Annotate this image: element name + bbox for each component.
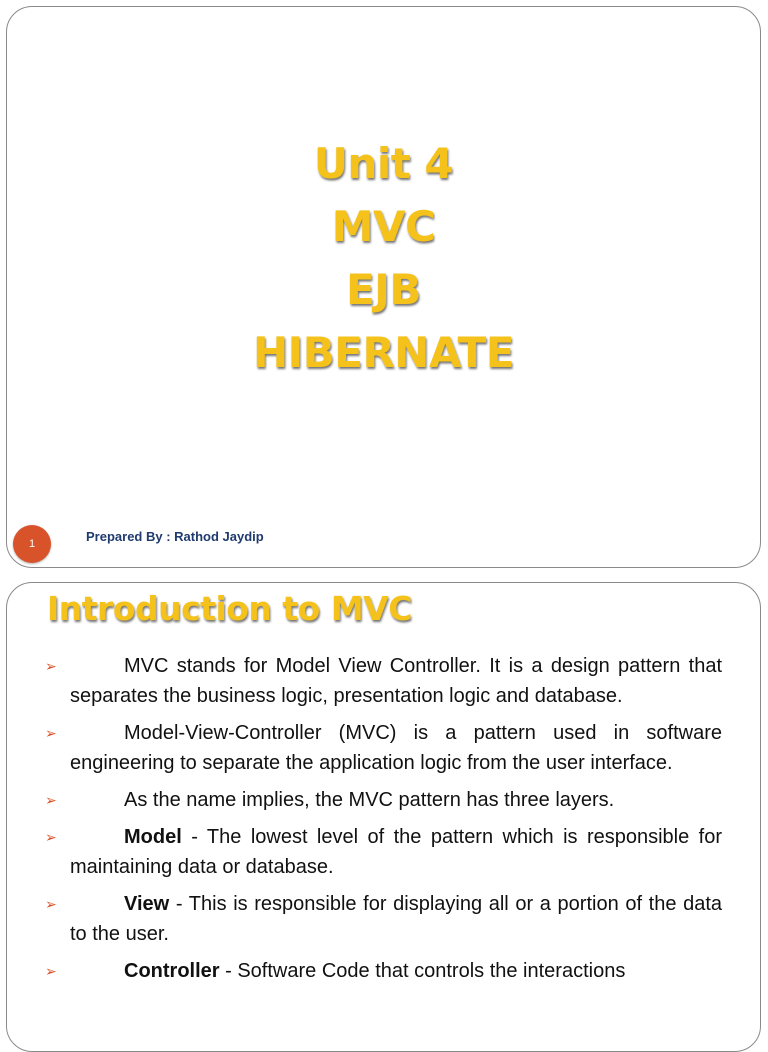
arrow-bullet-icon: ➢ (45, 658, 57, 674)
bullet-text: - The lowest level of the pattern which is responsible for maintaining data or database. (70, 826, 722, 878)
bullet-item (45, 651, 722, 711)
bullet-item (45, 785, 722, 815)
slide-number-badge: 1 (13, 525, 51, 563)
bullet-text: Model-View-Controller (MVC) is a pattern used in software engineering to separate the application logic from the user interface. (70, 722, 722, 774)
arrow-bullet-icon: ➢ (45, 896, 57, 912)
bullet-term: Model (124, 826, 182, 848)
bullet-text: - Software Code that controls the interactions (219, 960, 626, 982)
bullet-text: MVC stands for Model View Controller. It is a design pattern that separates the business logic, presentation logic and database. (70, 655, 722, 707)
prepared-by-footer: Prepared By : Rathod Jaydip (86, 529, 264, 544)
title-line-hibernate: HIBERNATE (252, 328, 515, 377)
slide-2 (6, 582, 761, 1052)
title-line-unit: Unit 4 (313, 139, 454, 188)
bullet-item (45, 889, 722, 949)
bullet-text: - This is responsible for displaying all or a portion of the data to the user. (70, 893, 722, 945)
title-line-ejb: EJB (346, 265, 421, 314)
bullet-term: Controller (124, 960, 220, 982)
title-line-mvc: MVC (331, 202, 436, 251)
slide-1 (6, 6, 761, 568)
bullet-text: As the name implies, the MVC pattern has three layers. (124, 789, 615, 811)
bullet-item (45, 718, 722, 778)
bullet-list (45, 651, 722, 993)
arrow-bullet-icon: ➢ (45, 792, 57, 808)
slide-2-title: Introduction to MVC (47, 589, 412, 628)
arrow-bullet-icon: ➢ (45, 725, 57, 741)
arrow-bullet-icon: ➢ (45, 829, 57, 845)
bullet-item (45, 956, 722, 986)
bullet-item (45, 822, 722, 882)
slide-1-title (7, 132, 760, 384)
arrow-bullet-icon: ➢ (45, 963, 57, 979)
bullet-term: View (124, 893, 170, 915)
